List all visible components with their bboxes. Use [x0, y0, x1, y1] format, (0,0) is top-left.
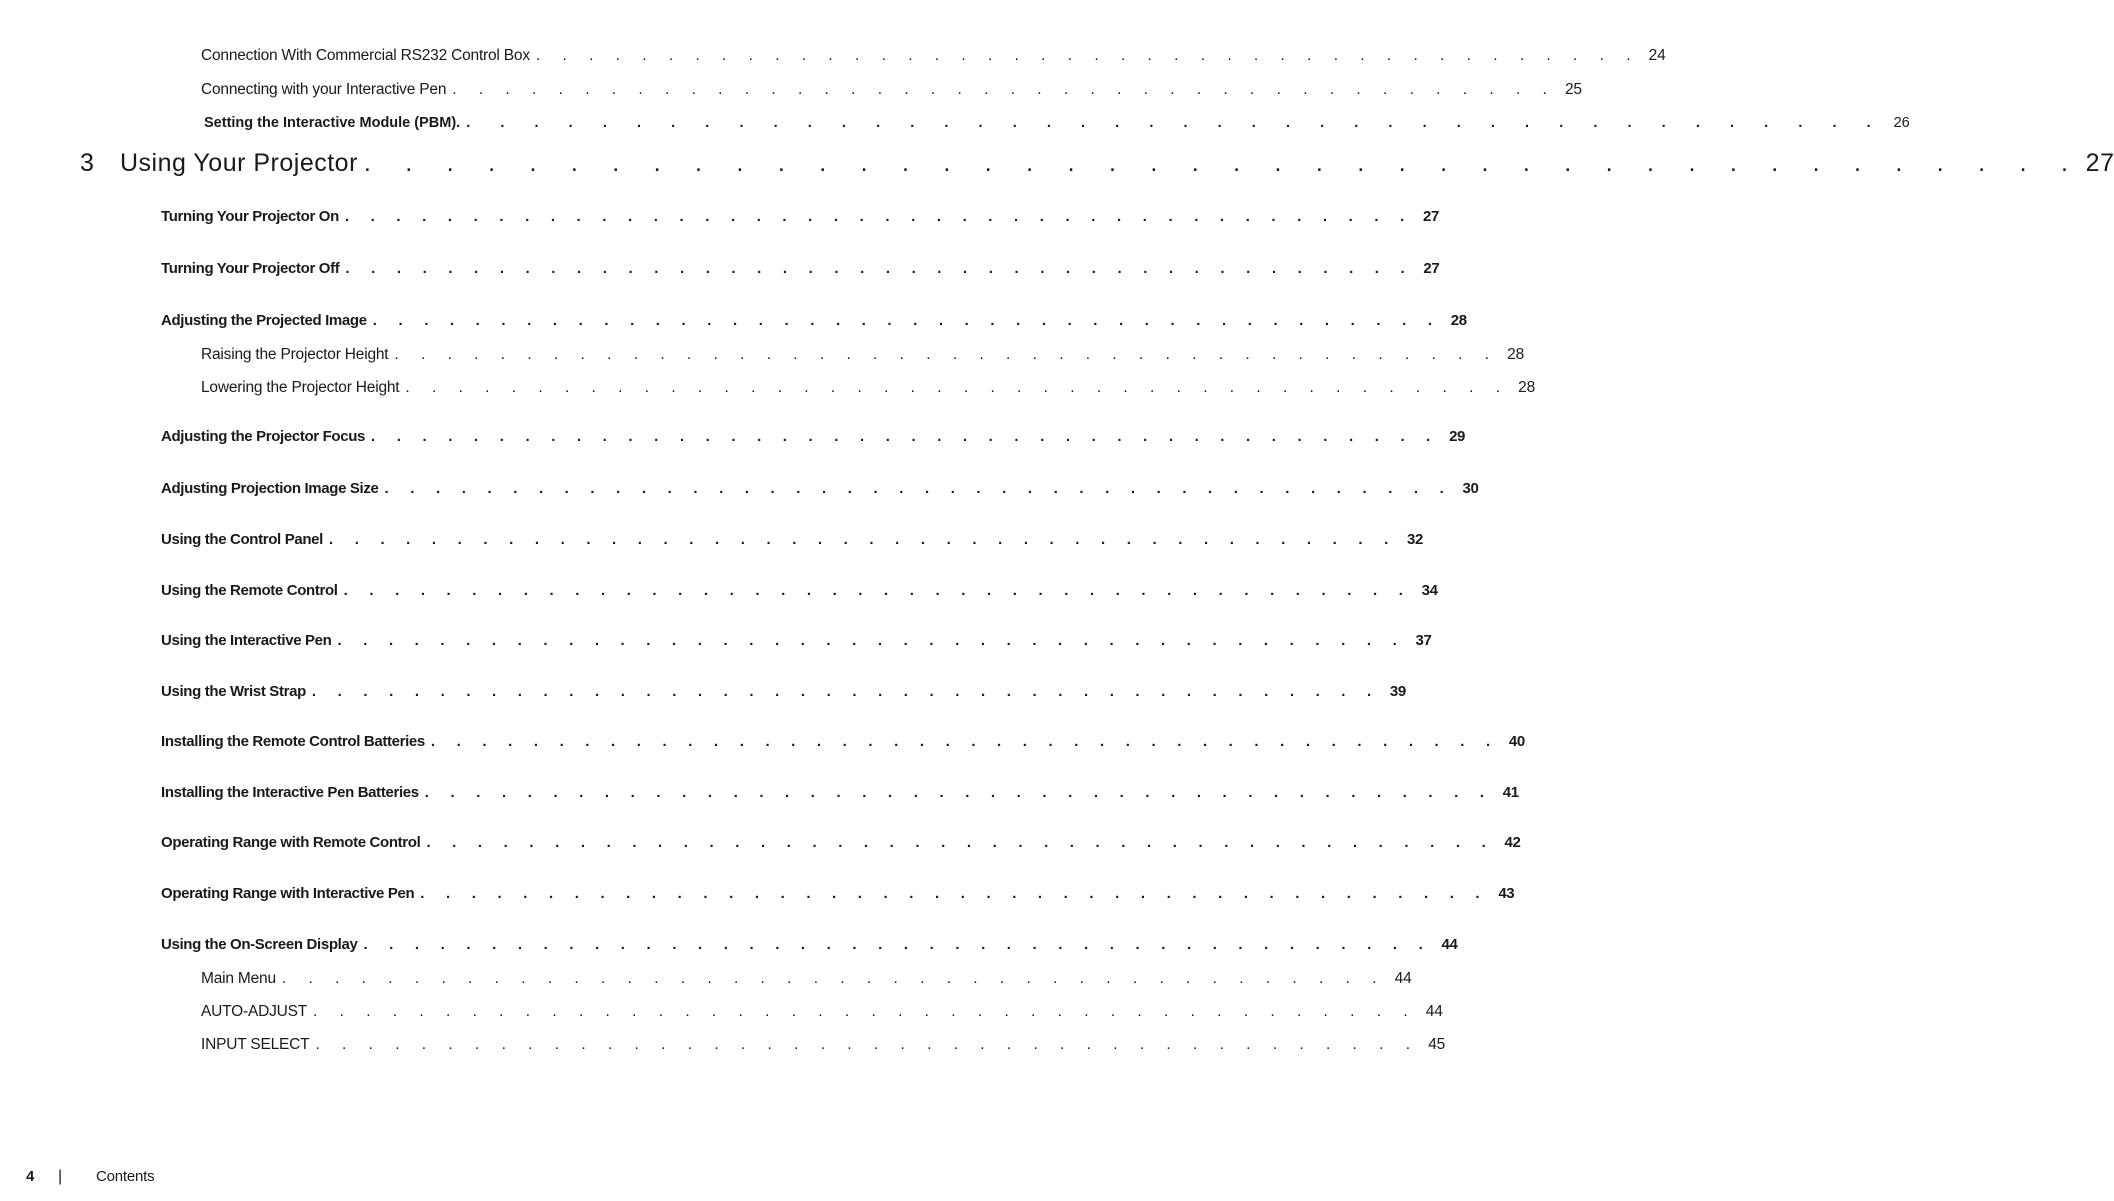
leader-dots: . . . . . . . . . . . . . . . . . . . . . . . . . . . . . . . . . . . . . . . . . .: [535, 47, 1640, 64]
leader-dots: . . . . . . . . . . . . . . . . . . . . . . . . . . . . . . . . . . . . . . . . . .: [372, 312, 1441, 329]
toc-chapter-heading[interactable]: [80, 149, 2114, 178]
toc-entry-adjusting-image-size[interactable]: [161, 480, 1479, 497]
toc-entry-title: Raising the Projector Height: [201, 346, 389, 363]
toc-entry-title: Installing the Remote Control Batteries: [161, 733, 425, 750]
toc-entry-turning-on[interactable]: [161, 208, 1439, 225]
toc-entry-page: 44: [1425, 1003, 1443, 1020]
leader-dots: . . . . . . . . . . . . . . . . . . . . . . . . . . . . . . . . . . . . . . . . . .: [430, 733, 1499, 750]
toc-entry-rs232-control-box[interactable]: [201, 47, 1666, 65]
toc-entry-page: 44: [1441, 936, 1458, 953]
toc-entry-title: INPUT SELECT: [201, 1036, 310, 1053]
toc-entry-page: 45: [1428, 1036, 1446, 1053]
toc-entry-turning-off[interactable]: [161, 260, 1440, 277]
toc-entry-title: Adjusting the Projected Image: [161, 312, 367, 329]
footer-separator: |: [58, 1168, 63, 1185]
toc-entry-title: Installing the Interactive Pen Batteries: [161, 784, 419, 801]
toc-entry-connecting-interactive-pen[interactable]: [201, 81, 1582, 99]
leader-dots: . . . . . . . . . . . . . . . . . . . . . . . . . . . . . . . . . . . . . . . . . .: [363, 149, 2082, 177]
toc-entry-setting-interactive-module[interactable]: [204, 115, 1910, 131]
toc-entry-adjusting-focus[interactable]: [161, 428, 1466, 445]
toc-entry-title: Using the Control Panel: [161, 531, 323, 548]
toc-entry-title: Adjusting Projection Image Size: [161, 480, 379, 497]
toc-entry-pen-batteries[interactable]: [161, 784, 1519, 801]
toc-entry-page: 37: [1415, 632, 1432, 649]
toc-entry-title: Operating Range with Interactive Pen: [161, 885, 415, 902]
toc-entry-on-screen-display[interactable]: [161, 936, 1458, 953]
leader-dots: . . . . . . . . . . . . . . . . . . . . . . . . . . . . . . . . . . . . . . . . . .: [343, 582, 1412, 599]
toc-entry-page: 28: [1518, 379, 1536, 396]
leader-dots: . . . . . . . . . . . . . . . . . . . . . . . . . . . . . . . . . . . . . . . . . .: [424, 784, 1493, 801]
toc-entry-title: Lowering the Projector Height: [201, 379, 400, 396]
leader-dots: . . . . . . . . . . . . . . . . . . . . . . . . . . . . . . . . . . . . . . . . . .: [371, 428, 1440, 445]
toc-entry-title: Adjusting the Projector Focus: [161, 428, 366, 445]
leader-dots: . . . . . . . . . . . . . . . . . . . . . . . . . . . . . . . . . . . . . . . . . .: [313, 1003, 1417, 1020]
leader-dots: . . . . . . . . . . . . . . . . . . . . . . . . . . . . . . . . . . . . . . . . . .: [363, 936, 1432, 953]
toc-entry-page: 43: [1498, 885, 1515, 902]
leader-dots: . . . . . . . . . . . . . . . . . . . . . . . . . . . . . . . . . . . . . . . . . .: [405, 379, 1510, 396]
toc-entry-title: Turning Your Projector On: [161, 208, 339, 225]
toc-entry-page: 28: [1507, 346, 1524, 363]
toc-entry-page: 32: [1406, 531, 1423, 548]
toc-entry-main-menu[interactable]: [201, 970, 1412, 988]
toc-entry-title: Using the Wrist Strap: [161, 683, 306, 700]
toc-entry-wrist-strap[interactable]: [161, 683, 1406, 700]
leader-dots: . . . . . . . . . . . . . . . . . . . . . . . . . . . . . . . . . . . . . . . . . .: [315, 1036, 1420, 1053]
toc-entry-auto-adjust[interactable]: [201, 1003, 1443, 1021]
toc-entry-title: Using the On-Screen Display: [161, 936, 358, 953]
toc-entry-page: 40: [1508, 733, 1525, 750]
leader-dots: . . . . . . . . . . . . . . . . . . . . . . . . . . . . . . . . . . . . . . . . . .: [384, 480, 1453, 497]
toc-entry-title: AUTO-ADJUST: [201, 1003, 308, 1020]
chapter-page: 27: [2085, 149, 2114, 177]
toc-entry-interactive-pen[interactable]: [161, 632, 1432, 649]
footer-section-label: Contents: [96, 1168, 155, 1185]
toc-entry-control-panel[interactable]: [161, 531, 1423, 548]
leader-dots: . . . . . . . . . . . . . . . . . . . . . . . . . . . . . . . . . . . . . . . . . .: [452, 81, 1556, 98]
chapter-number: 3: [80, 149, 95, 177]
leader-dots: . . . . . . . . . . . . . . . . . . . . . . . . . . . . . . . . . . . . . . . . . .: [281, 970, 1386, 987]
leader-dots: . . . . . . . . . . . . . . . . . . . . . . . . . . . . . . . . . . . . . . . . . .: [394, 346, 1498, 363]
page-footer: [26, 1168, 154, 1186]
leader-dots: . . . . . . . . . . . . . . . . . . . . . . . . . . . . . . . . . . . . . . . . . .: [328, 531, 1397, 548]
leader-dots: . . . . . . . . . . . . . . . . . . . . . . . . . . . . . . . . . . . . . . . . . .: [426, 834, 1495, 851]
toc-entry-page: 28: [1450, 312, 1467, 329]
toc-entry-input-select[interactable]: [201, 1036, 1446, 1054]
toc-entry-page: 25: [1565, 81, 1582, 98]
footer-page-number: 4: [26, 1168, 35, 1185]
toc-entry-page: 34: [1421, 582, 1438, 599]
toc-entry-page: 27: [1422, 208, 1439, 225]
toc-entry-title: Connection With Commercial RS232 Control Box: [201, 47, 530, 64]
chapter-title: Using Your Projector: [120, 149, 358, 177]
toc-entry-page: 42: [1504, 834, 1521, 851]
toc-entry-title: Turning Your Projector Off: [161, 260, 340, 277]
toc-entry-page: 30: [1462, 480, 1479, 497]
toc-entry-adjusting-projected-image[interactable]: [161, 312, 1467, 329]
toc-entry-title: Using the Remote Control: [161, 582, 338, 599]
toc-entry-page: 44: [1394, 970, 1412, 987]
leader-dots: . . . . . . . . . . . . . . . . . . . . . . . . . . . . . . . . . . . . . . . . . .: [311, 683, 1380, 700]
toc-entry-remote-control[interactable]: [161, 582, 1438, 599]
toc-entry-page: 24: [1648, 47, 1666, 64]
leader-dots: . . . . . . . . . . . . . . . . . . . . . . . . . . . . . . . . . . . . . . . . . .: [345, 260, 1414, 277]
toc-entry-range-remote[interactable]: [161, 834, 1521, 851]
toc-entry-raising-height[interactable]: [201, 346, 1524, 364]
toc-entry-page: 26: [1893, 115, 1910, 131]
toc-entry-title: Connecting with your Interactive Pen: [201, 81, 447, 98]
toc-entry-title: Operating Range with Remote Control: [161, 834, 421, 851]
toc-entry-page: 27: [1423, 260, 1440, 277]
toc-entry-page: 39: [1389, 683, 1406, 700]
toc-entry-lowering-height[interactable]: [201, 379, 1536, 397]
toc-entry-page: 29: [1449, 428, 1466, 445]
toc-entry-remote-batteries[interactable]: [161, 733, 1525, 750]
toc-entry-title: Using the Interactive Pen: [161, 632, 332, 649]
toc-entry-title: Main Menu: [201, 970, 276, 987]
leader-dots: . . . . . . . . . . . . . . . . . . . . . . . . . . . . . . . . . . . . . . . . . .: [344, 208, 1413, 225]
leader-dots: . . . . . . . . . . . . . . . . . . . . . . . . . . . . . . . . . . . . . . . . . .: [420, 885, 1489, 902]
toc-entry-range-pen[interactable]: [161, 885, 1515, 902]
leader-dots: . . . . . . . . . . . . . . . . . . . . . . . . . . . . . . . . . . . . . . . . . .: [466, 115, 1884, 131]
toc-entry-page: 41: [1502, 784, 1519, 801]
toc-entry-title: Setting the Interactive Module (PBM).: [204, 115, 461, 131]
leader-dots: . . . . . . . . . . . . . . . . . . . . . . . . . . . . . . . . . . . . . . . . . .: [337, 632, 1406, 649]
